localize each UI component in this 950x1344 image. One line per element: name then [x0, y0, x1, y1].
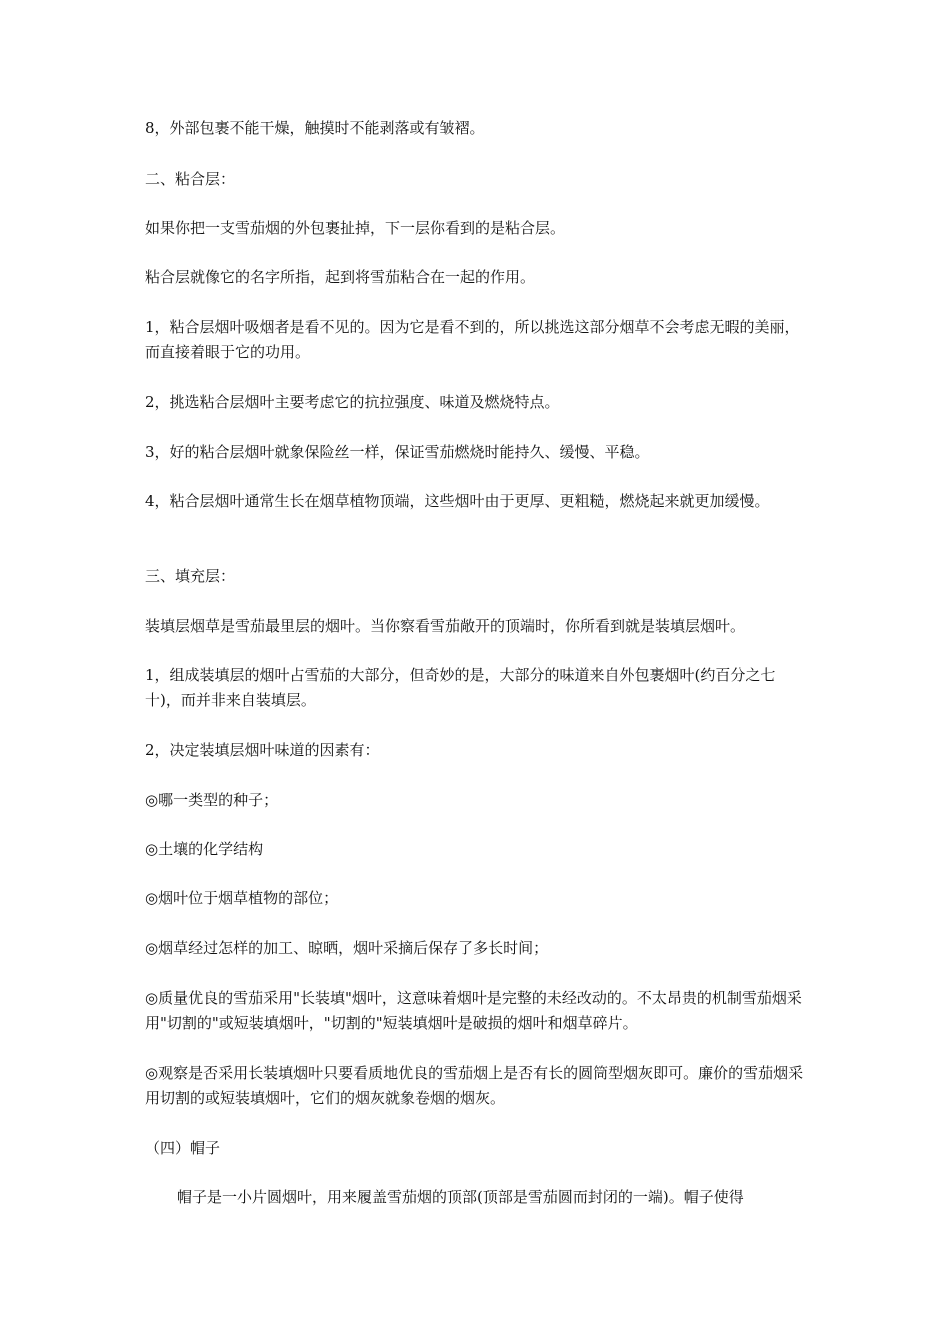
- paragraph-wrapper-outer-leaf: 8，外部包裹不能干燥，触摸时不能剥落或有皱褶。: [145, 119, 485, 137]
- paragraph-binder-point-4: 4，粘合层烟叶通常生长在烟草植物顶端，这些烟叶由于更厚、更粗糙，燃烧起来就更加缓慢。: [145, 492, 770, 510]
- list-item-long-filler: ◎质量优良的雪茄采用"长装填"烟叶，这意味着烟叶是完整的未经改动的。不太昂贵的机制雪茄烟采用"切割的"或短装填烟叶，"切割的"短装填烟叶是破损的烟叶和烟草碎片。: [145, 989, 802, 1032]
- list-item-soil: ◎土壤的化学结构: [145, 840, 264, 858]
- paragraph-binder-point-2: 2，挑选粘合层烟叶主要考虑它的抗拉强度、味道及燃烧特点。: [145, 393, 560, 411]
- paragraph-filler-point-1: 1，组成装填层的烟叶占雪茄的大部分，但奇妙的是，大部分的味道来自外包裹烟叶(约百分之七十)，而并非来自装填层。: [145, 666, 776, 709]
- paragraph-filler-intro: 装填层烟草是雪茄最里层的烟叶。当你察看雪茄敞开的顶端时，你所看到就是装填层烟叶。: [145, 617, 746, 635]
- list-item-processing: ◎烟草经过怎样的加工、晾晒，烟叶采摘后保存了多长时间；: [145, 939, 549, 957]
- section-heading-cap: （四）帽子: [145, 1139, 221, 1157]
- paragraph-binder-point-3: 3，好的粘合层烟叶就象保险丝一样，保证雪茄燃烧时能持久、缓慢、平稳。: [145, 443, 650, 461]
- section-heading-binder: 二、粘合层：: [145, 170, 236, 188]
- paragraph-filler-point-2: 2，决定装填层烟叶味道的因素有：: [145, 741, 380, 759]
- paragraph-binder-point-1: 1，粘合层烟叶吸烟者是看不见的。因为它是看不到的，所以挑选这部分烟草不会考虑无暇的美丽，而直接着眼于它的功用。: [145, 318, 800, 361]
- list-item-seed-type: ◎哪一类型的种子；: [145, 791, 279, 809]
- paragraph-binder-intro: 如果你把一支雪茄烟的外包裹扯掉，下一层你看到的是粘合层。: [145, 219, 566, 237]
- list-item-ash-check: ◎观察是否采用长装填烟叶只要看质地优良的雪茄烟上是否有长的圆筒型烟灰即可。廉价的雪茄烟采用切割的或短装填烟叶，它们的烟灰就象卷烟的烟灰。: [145, 1064, 804, 1107]
- paragraph-cap-intro: 帽子是一小片圆烟叶，用来履盖雪茄烟的顶部(顶部是雪茄圆而封闭的一端)。帽子使得: [177, 1188, 744, 1206]
- list-item-leaf-position: ◎烟叶位于烟草植物的部位；: [145, 889, 339, 907]
- paragraph-binder-purpose: 粘合层就像它的名字所指，起到将雪茄粘合在一起的作用。: [145, 268, 536, 286]
- section-heading-filler: 三、填充层：: [145, 567, 236, 585]
